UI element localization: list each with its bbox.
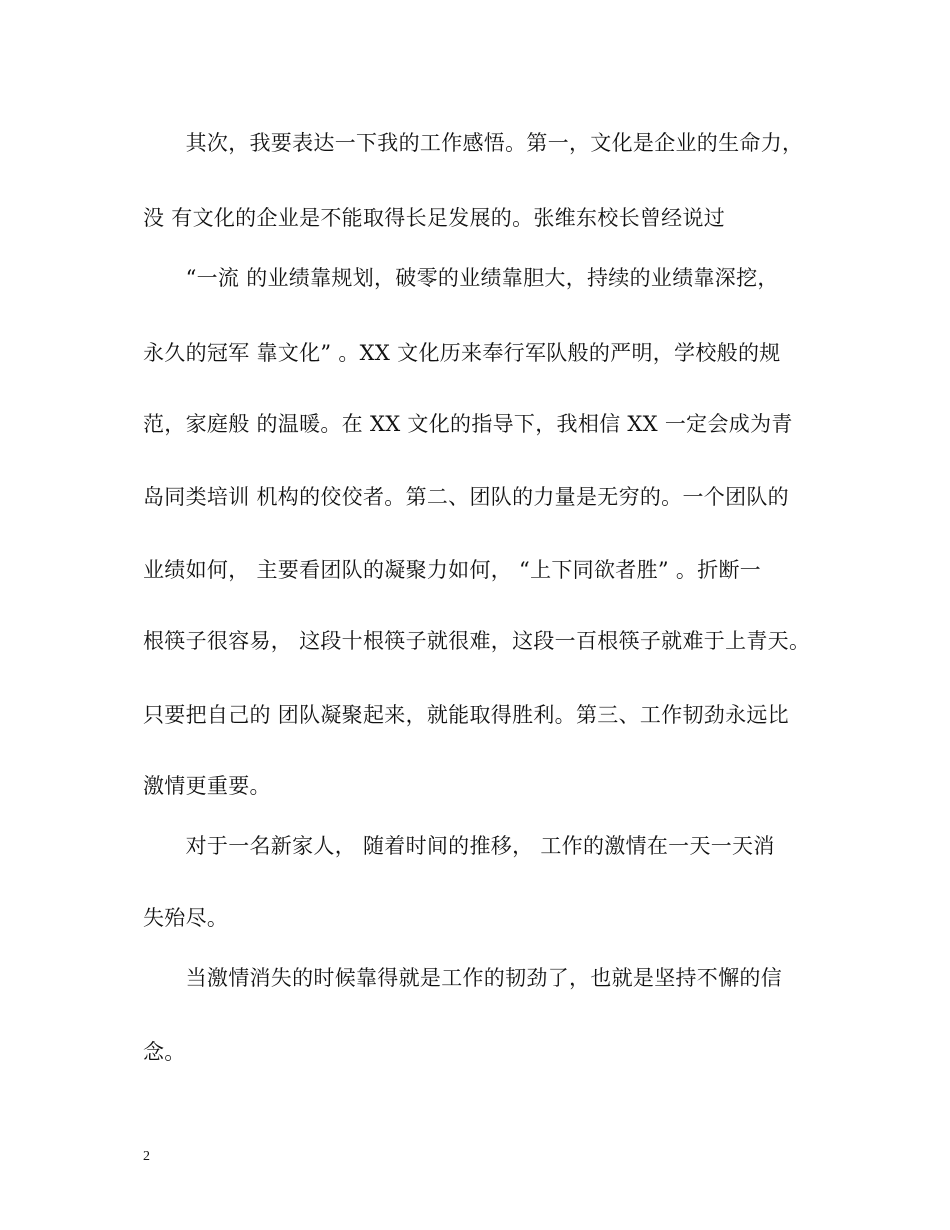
page-number: 2 xyxy=(143,1149,150,1164)
text-line: 只要把自己的 团队凝聚起来，就能取得胜利。第三、工作韧劲永远比 xyxy=(143,703,789,727)
text-line: 激情更重要。 xyxy=(143,774,271,798)
text-line: 当激情消失的时候靠得就是工作的韧劲了，也就是坚持不懈的信 xyxy=(143,966,782,990)
text-line: 岛同类培训 机构的佼佼者。第二、团队的力量是无穷的。一个团队的 xyxy=(143,485,789,509)
text-line: 对于一名新家人， 随着时间的推移， 工作的激情在一天一天消 xyxy=(143,834,775,858)
text-line: 没 有文化的企业是不能取得长足发展的。张维东校长曾经说过 xyxy=(143,206,726,230)
text-line: 根筷子很容易， 这段十根筷子就很难，这段一百根筷子就难于上青天。 xyxy=(143,629,811,653)
text-line: 业绩如何， 主要看团队的凝聚力如何， “上下同欲者胜” 。折断一 xyxy=(143,558,762,582)
text-line: 失殆尽。 xyxy=(143,906,229,930)
text-line: 其次，我要表达一下我的工作感悟。第一，文化是企业的生命力， xyxy=(143,131,804,155)
text-line: 永久的冠军 靠文化” 。XX 文化历来奉行军队般的严明，学校般的规 xyxy=(143,341,781,365)
text-line: “一流 的业绩靠规划，破零的业绩靠胆大，持续的业绩靠深挖， xyxy=(143,266,779,290)
text-line: 念。 xyxy=(143,1040,186,1064)
text-line: 范，家庭般 的温暖。在 XX 文化的指导下，我相信 XX 一定会成为青 xyxy=(143,412,793,436)
